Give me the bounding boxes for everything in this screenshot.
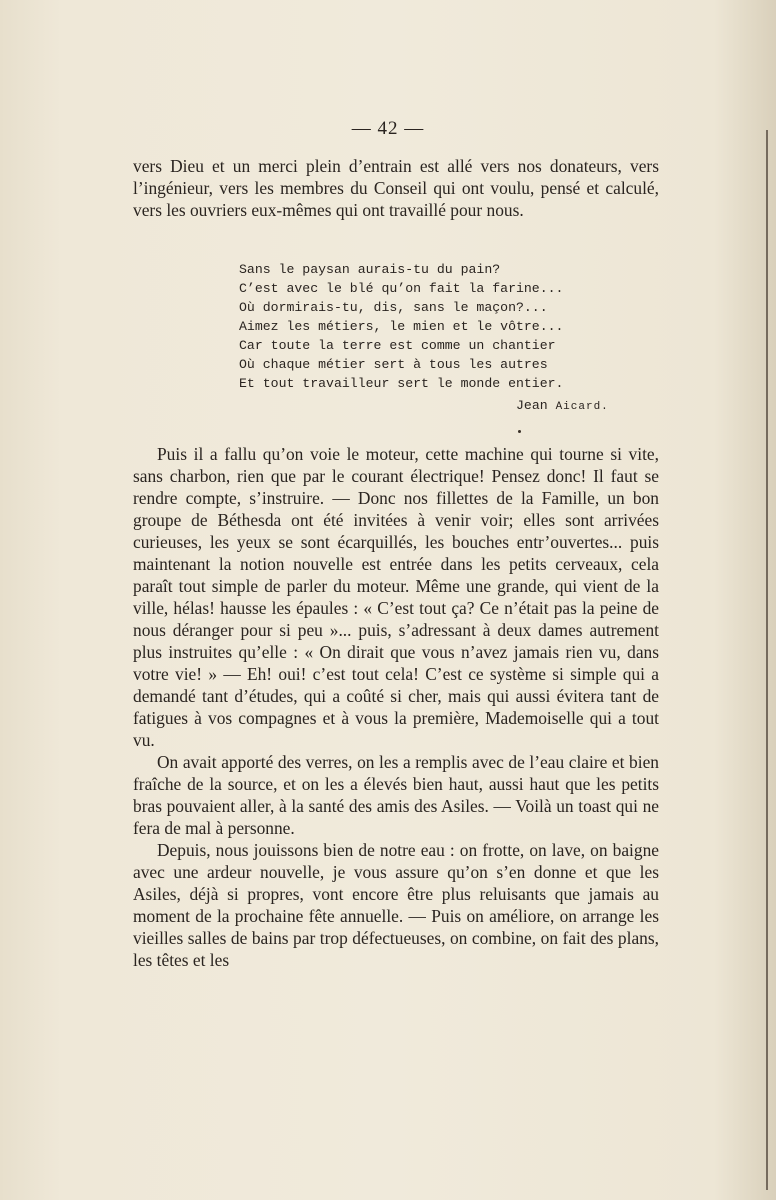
page-number: — 42 — xyxy=(351,118,425,139)
paragraph-3: On avait apporté des verres, on les a remplis avec de l’eau claire et bien fraîche de la source, et on les a élevés bien haut, aussi haut que les petits bras pouvaient aller, à la santé des amis des Asiles. — Voilà un toast qui ne fera de mal à personne. xyxy=(133,752,659,838)
poem-attribution xyxy=(516,398,609,413)
poem-line: Sans le paysan aurais-tu du pain? xyxy=(239,262,501,277)
poem-line: Où chaque métier sert à tous les autres xyxy=(239,357,548,372)
poem-line: C’est avec le blé qu’on fait la farine... xyxy=(239,281,564,296)
author-last-name: Aicard. xyxy=(555,401,609,413)
paragraph-2: Puis il a fallu qu’on voie le moteur, cette machine qui tourne si vite, sans charbon, rien que par le courant électrique! Pensez donc! Il faut se rendre compte, s’instruire. — Donc nos fillettes de la Famille, un bon groupe de Béthesda ont été invitées à venir voir; elles sont arrivées curieuses, les yeux se sont écarquillés, les bouches entr’ouvertes... puis maintenant la notion nouvelle est entrée dans les petits cerveaux, cela paraît tout simple de parler du moteur. Même une grande, qui vient de la ville, hélas! hausse les épaules : « C’est tout ça? Ce n’était pas la peine de nous déranger pour si peu »... puis, s’adressant à deux dames autrement plus instruites qu’elle : « On dirait que vous n’avez jamais rien vu, dans votre vie! » — Eh! oui! c’est tout cela! C’est ce système si simple qui a demandé tant d’études, qui a coûté si cher, mais qui aussi évitera tant de fatigues à vos compagnes et à vous la première, Mademoiselle qui a tout vu. xyxy=(133,444,659,750)
poem-line: Aimez les métiers, le mien et le vôtre... xyxy=(239,319,564,334)
poem-line: Où dormirais-tu, dis, sans le maçon?... xyxy=(239,300,548,315)
poem-quote xyxy=(239,260,619,393)
poem-line: Car toute la terre est comme un chantier xyxy=(239,338,556,353)
page-edge xyxy=(766,130,768,1190)
separator-dot xyxy=(518,430,521,433)
paragraph-4: Depuis, nous jouissons bien de notre eau : on frotte, on lave, on baigne avec une ardeur nouvelle, je vous assure qu’on s’en donne et que les Asiles, déjà si propres, vont encore être plus reluisants que jamais au moment de la prochaine fête annuelle. — Puis on améliore, on arrange les vieilles salles de bains par trop défectueuses, on combine, on fait des plans, les têtes et les xyxy=(133,840,659,970)
paragraph-1: vers Dieu et un merci plein d’entrain est allé vers nos donateurs, vers l’ingénieur, vers les membres du Conseil qui ont voulu, pensé et calculé, vers les ouvriers eux-mêmes qui ont travaillé pour nous. xyxy=(133,156,659,220)
paragraph-continued xyxy=(133,155,659,221)
poem-line: Et tout travailleur sert le monde entier. xyxy=(239,376,564,391)
author-first-name: Jean xyxy=(516,398,548,413)
main-text xyxy=(133,443,659,971)
